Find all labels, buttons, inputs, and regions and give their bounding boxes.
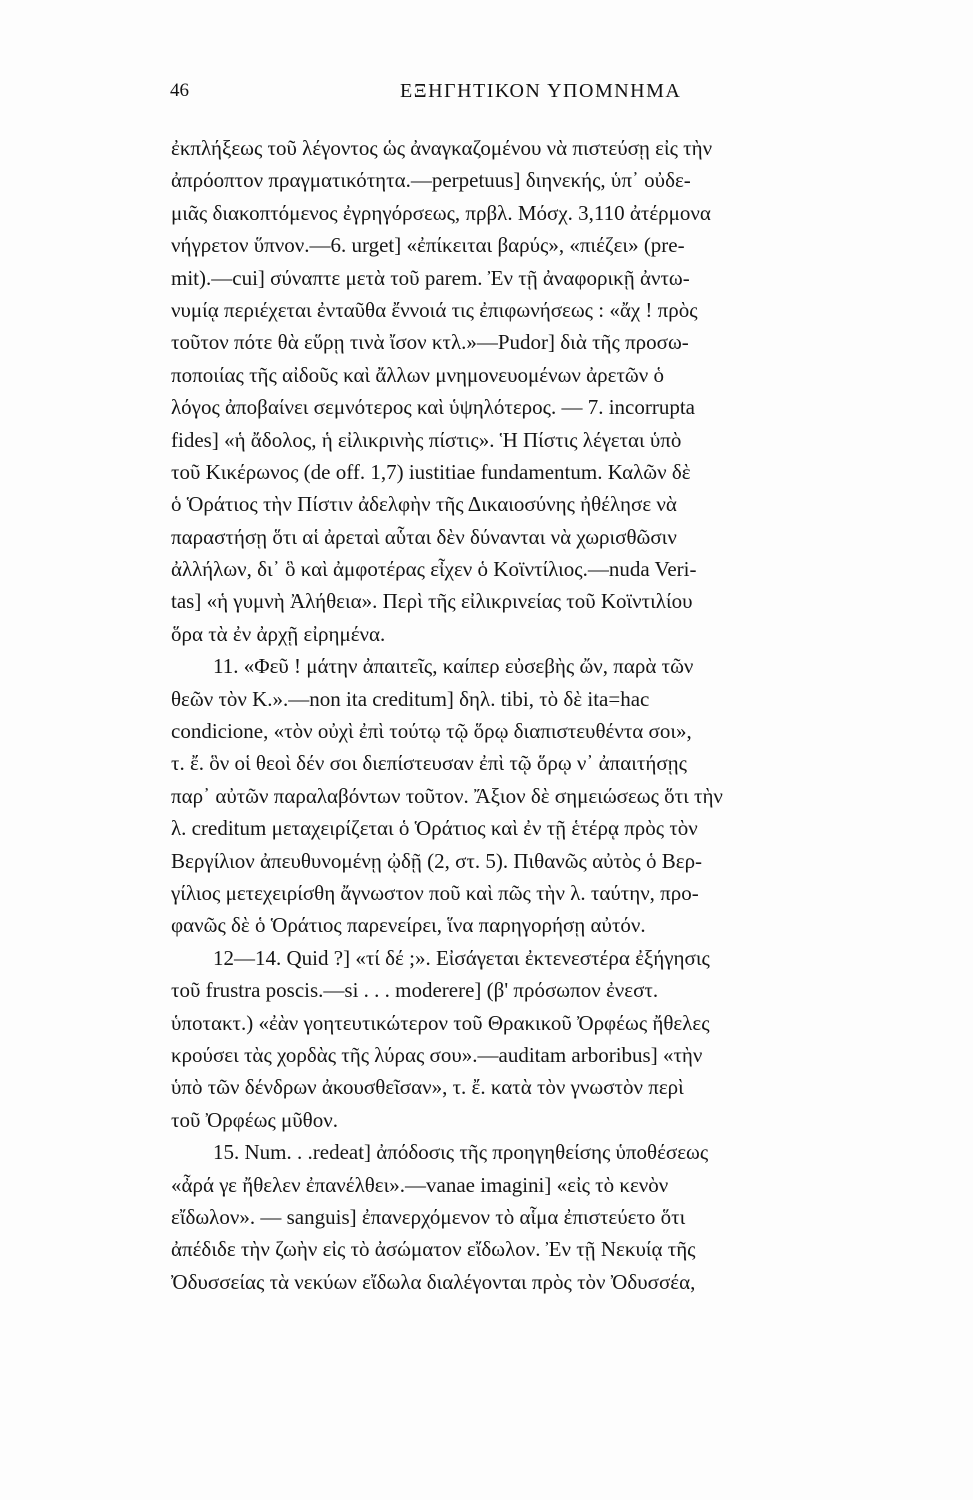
text-line: mit).—cui] σύναπτε μετὰ τοῦ parem. Ἐν τῇ ἀναφορικῇ ἀντω- (171, 265, 690, 290)
text-line: τοῦ Κικέρωνος (de off. 1,7) iustitiae fundamentum. Καλῶν δὲ (171, 459, 691, 484)
text-line: ἐκπλήξεως τοῦ λέγοντος ὡς ἀναγκαζομένου νὰ πιστεύσῃ εἰς τὴν (171, 136, 713, 160)
running-title: ΕΞΗΓΗΤΙΚΟΝ ΥΠΟΜΝΗΜΑ (400, 80, 682, 102)
text-line: παραστήσῃ ὅτι αἱ ἀρεταὶ αὗται δὲν δύνανται νὰ χωρισθῶσιν (171, 524, 677, 549)
text-line: «ἆρά γε ἤθελεν ἐπανέλθει».—vanae imagini] «εἰς τὸ κενὸν (171, 1172, 669, 1197)
text-line: εἴδωλον». — sanguis] ἐπανερχόμενον τὸ αἷμα ἐπιστεύετο ὅτι (171, 1204, 686, 1229)
text-line: ἀπρόοπτον πραγματικότητα.—perpetuus] διηνεκής, ὑπ᾽ οὐδε- (171, 168, 691, 193)
text-line: fides] «ἡ ἄδολος, ἡ εἰλικρινὴς πίστις». Ἡ Πίστις λέγεται ὑπὸ (171, 427, 682, 452)
text-line: μιᾶς διακοπτόμενος ἐγρηγόρσεως, πρβλ. Μόσχ. 3,110 ἀτέρμονα (171, 200, 711, 225)
text-line: condicione, «τὸν οὐχὶ ἐπὶ τούτῳ τῷ ὅρῳ διαπιστευθέντα σοι», (171, 719, 692, 744)
text-line: ὑποτακτ.) «ἐὰν γοητευτικώτερον τοῦ Θρακικοῦ Ὀρφέως ἤθελες (171, 1010, 710, 1035)
commentary-text (171, 132, 948, 1298)
text-line: ὅρα τὰ ἐν ἀρχῇ εἰρημένα. (171, 621, 386, 646)
text-line: Βεργίλιον ἀπευθυνομένῃ ᾠδῇ (2, στ. 5). Πιθανῶς αὐτὸς ὁ Βερ- (171, 848, 703, 873)
text-line: γίλιος μετεχειρίσθη ἄγνωστον ποῦ καὶ πῶς τὴν λ. ταύτην, προ- (171, 880, 699, 905)
text-line: παρ᾽ αὐτῶν παραλαβόντων τοῦτον. Ἄξιον δὲ σημειώσεως ὅτι τὴν (171, 783, 723, 808)
text-line: ἀπέδιδε τὴν ζωὴν εἰς τὸ ἀσώματον εἴδωλον. Ἐν τῇ Νεκυίᾳ τῆς (171, 1237, 696, 1262)
text-line: tas] «ἡ γυμνὴ Ἀλήθεια». Περὶ τῆς εἰλικρινείας τοῦ Κοϊντιλίου (171, 589, 693, 614)
page-header (170, 80, 950, 110)
page-number: 46 (170, 80, 189, 101)
text-line: θεῶν τὸν Κ.».—non ita creditum] δηλ. tibi, τὸ δὲ ita=hac (171, 686, 650, 711)
text-line: τοῦ frustra poscis.—si . . . moderere] (β' πρόσωπον ἐνεστ. (171, 978, 659, 1003)
text-line: νυμίᾳ περιέχεται ἐνταῦθα ἔννοιά τις ἐπιφωνήσεως : «ἄχ ! πρὸς (171, 297, 698, 322)
text-line: 12—14. Quid ?] «τί δέ ;». Εἰσάγεται ἐκτενεστέρα ἐξήγησις (213, 945, 710, 970)
text-line: νήγρετον ὕπνον.—6. urget] «ἐπίκειται βαρύς», «πιέζει» (pre- (171, 233, 685, 258)
text-line: φανῶς δὲ ὁ Ὁράτιος παρενείρει, ἵνα παρηγορήσῃ αὐτόν. (171, 913, 646, 938)
text-line: τ. ἔ. ὃν οἱ θεοὶ δέν σοι διεπίστευσαν ἐπὶ τῷ ὅρῳ ν᾽ ἀπαιτήσῃς (171, 751, 687, 776)
text-line: κρούσει τὰς χορδὰς τῆς λύρας σου».—auditam arboribus] «τὴν (171, 1042, 703, 1067)
text-line: τοῦ Ὀρφέως μῦθον. (171, 1107, 338, 1132)
text-line: 15. Num. . .redeat] ἀπόδοσις τῆς προηγηθείσης ὑποθέσεως (213, 1140, 709, 1165)
text-line: λ. creditum μεταχειρίζεται ὁ Ὁράτιος καὶ ἐν τῇ ἑτέρᾳ πρὸς τὸν (171, 816, 698, 841)
text-line: 11. «Φεῦ ! μάτην ἀπαιτεῖς, καίπερ εὐσεβὴς ὤν, παρὰ τῶν (213, 654, 694, 679)
text-line: ἀλλήλων, δι᾽ ὃ καὶ ἀμφοτέρας εἶχεν ὁ Κοϊντίλιος.—nuda Veri- (171, 557, 697, 582)
text-line: ποποιίας τῆς αἰδοῦς καὶ ἄλλων μνημονευομένων ἀρετῶν ὁ (171, 362, 664, 387)
text-line: ὁ Ὁράτιος τὴν Πίστιν ἀδελφὴν τῆς Δικαιοσύνης ἠθέλησε νὰ (171, 492, 677, 517)
text-line: λόγος ἀποβαίνει σεμνότερος καὶ ὑψηλότερος. — 7. incorrupta (171, 395, 695, 420)
text-line: Ὀδυσσείας τὰ νεκύων εἴδωλα διαλέγονται πρὸς τὸν Ὀδυσσέα, (171, 1269, 696, 1294)
text-line: ὑπὸ τῶν δένδρων ἀκουσθεῖσαν», τ. ἔ. κατὰ τὸν γνωστὸν περὶ (171, 1075, 684, 1100)
text-line: τοῦτον πότε θὰ εὕρῃ τινὰ ἴσον κτλ.»—Pudor] διὰ τῆς προσω- (171, 330, 689, 355)
